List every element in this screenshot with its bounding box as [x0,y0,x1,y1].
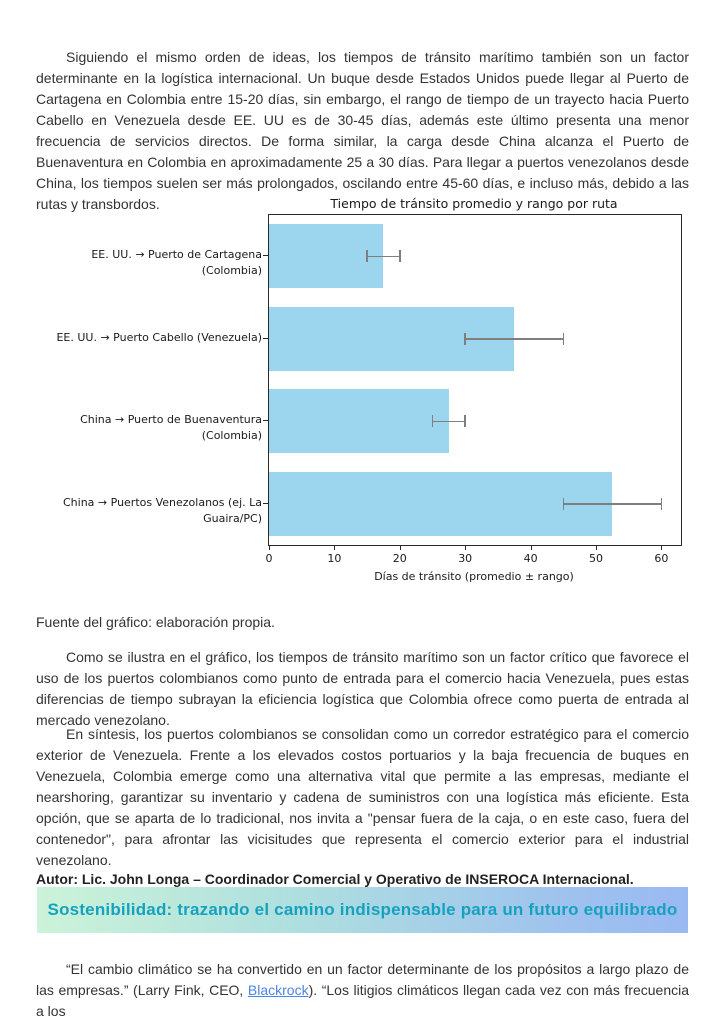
x-tick-label: 10 [327,552,342,565]
error-bar-cap [464,415,466,427]
error-bar [465,338,563,340]
y-tick-mark [263,255,268,256]
paragraph-transit-times: Siguiendo el mismo orden de ideas, los tiempos de tránsito marítimo también son un factor determinante en la logística internacional. Un buque desde Estados Unidos puede llegar al Puerto de Cartagena en Colombia entre 15-20 días, sin embargo, el rango de tiempo de un trayecto hacia Puerto Cabello en Venezuela desde EE. UU es de 30-45 días, además este último presenta una menor frecuencia de servicios directos. De forma similar, la carga desde China alcanza el Puerto de Buenaventura en Colombia en aproximadamente 25 a 30 días. Para llegar a puertos venezolanos desde China, los tiempos suelen ser más prolongados, oscilando entre 45-60 días, e incluso más, debido a las rutas y transbordos. [36,49,689,212]
error-bar [432,421,465,423]
error-bar [563,503,661,505]
x-tick-label: 60 [654,552,669,565]
y-tick-mark [263,420,268,421]
paragraph-climate [36,959,689,1022]
error-bar-cap [399,250,401,262]
x-tick-label: 50 [588,552,603,565]
error-bar-cap [563,333,565,345]
bar [269,472,612,536]
blackrock-link[interactable]: Blackrock [247,982,309,998]
error-bar [367,256,400,258]
x-tick-label: 30 [458,552,473,565]
x-tick-label: 40 [523,552,538,565]
x-tick-mark [661,546,662,550]
y-tick-label: EE. UU. → Puerto Cabello (Venezuela) [56,330,262,344]
x-tick-mark [465,546,466,550]
error-bar-cap [366,250,368,262]
paragraph-synthesis: En síntesis, los puertos colombianos se consolidan como un corredor estratégico para el comercio exterior de Venezuela. Frente a los elevados costos portuarios y la baja frecuencia de buques en Venezuela, Colombia emerge como una alternativa vital que permite a las empresas, mediante el nearshoring, garantizar su inventario y cadena de suministros con una logística más eficiente. Esta opción, que se aparta de lo tradicional, nos invita a "pensar fuera de la caja, o en este caso, fuera del contenedor", para afrontar las vicisitudes que representa el comercio exterior para el industrial venezolano. [36,726,689,868]
x-tick-mark [531,546,532,550]
error-bar-cap [661,498,663,510]
x-tick-mark [334,546,335,550]
x-tick-mark [596,546,597,550]
paragraph-climate-text-2: ). “Los litigios climáticos llegan cada vez con más frecuencia a los [36,982,689,1019]
plot-area [268,214,682,546]
chart-title: Tiempo de tránsito promedio y rango por ruta [330,196,618,211]
x-tick-label: 0 [265,552,273,565]
section-banner-title: Sostenibilidad: trazando el camino indispensable para un futuro equilibrado [47,900,678,919]
paragraph-climate-text-1: “El cambio climático se ha convertido en un factor determinante de los propósitos a largo plazo de las empresas.” (Larry Fink, CEO, [36,961,689,998]
error-bar-cap [432,415,434,427]
x-axis-label: Días de tránsito (promedio ± rango) [374,570,574,583]
author-line: Autor: Lic. John Longa – Coordinador Comercial y Operativo de INSEROCA Internacional. [36,871,634,887]
x-tick-mark [400,546,401,550]
error-bar-cap [563,498,565,510]
chart-source-note: Fuente del gráfico: elaboración propia. [36,614,275,630]
transit-time-chart [36,196,689,591]
y-tick-mark [263,338,268,339]
error-bar-cap [464,333,466,345]
bar [269,389,449,453]
paragraph-chart-analysis: Como se ilustra en el gráfico, los tiempos de tránsito marítimo son un factor crítico que favorece el uso de los puertos colombianos como punto de entrada para el comercio hacia Venezuela, pues estas diferencias de tiempo subrayan la eficiencia logística que Colombia ofrece como puerta de entrada al mercado venezolano. [36,649,689,728]
y-tick-mark [263,503,268,504]
section-banner [37,887,688,933]
x-tick-label: 20 [392,552,407,565]
y-tick-label: China → Puertos Venezolanos (ej. La Guaira/PC) [63,495,262,525]
y-tick-label: EE. UU. → Puerto de Cartagena (Colombia) [91,248,262,278]
x-tick-mark [269,546,270,550]
y-tick-label: China → Puerto de Buenaventura (Colombia) [80,413,262,443]
